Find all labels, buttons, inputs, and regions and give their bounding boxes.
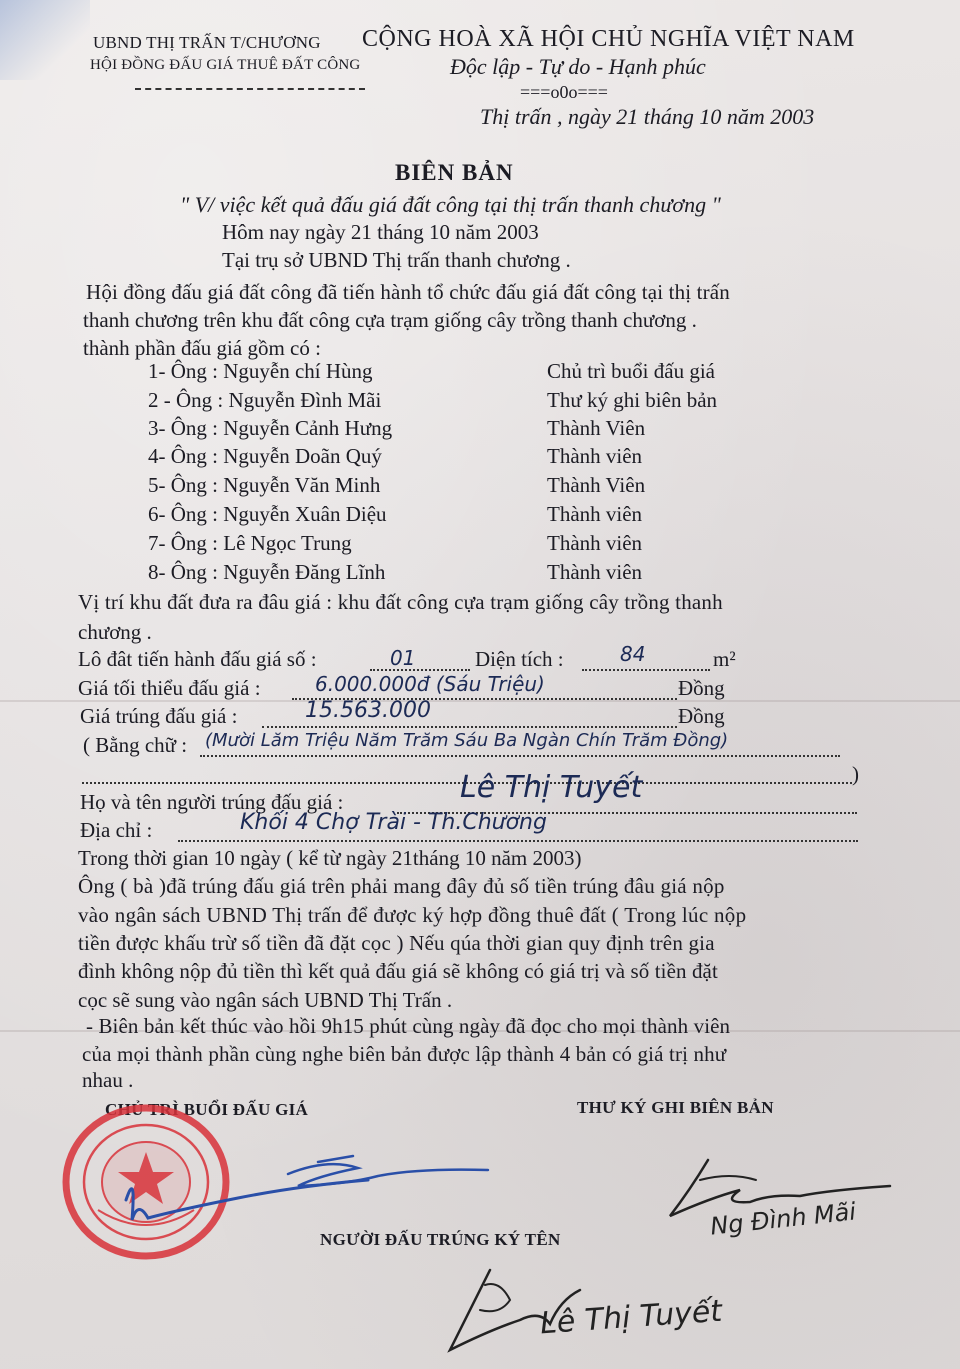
member-name: 2 - Ông : Nguyễn Đình Mãi xyxy=(148,388,382,412)
address-dotted-line xyxy=(178,840,858,842)
terms-line: đình không nộp đủ tiền thì kết quả đấu giá sẽ không có giá trị và số tiền đặt xyxy=(78,959,718,983)
winner-signature-label: NGƯỜI ĐẤU TRÚNG KÝ TÊN xyxy=(320,1230,561,1249)
member-name: 8- Ông : Nguyễn Đăng Lĩnh xyxy=(148,560,386,584)
member-name: 5- Ông : Nguyễn Văn Minh xyxy=(148,473,381,497)
member-name: 7- Ông : Lê Ngọc Trung xyxy=(148,531,352,555)
terms-line: của mọi thành phần cùng nghe biên bản được lập thành 4 bản có giá trị như xyxy=(82,1042,727,1066)
min-price-unit: Đồng xyxy=(678,676,725,700)
amount-words-label: ( Bằng chữ : xyxy=(83,733,188,757)
chair-signature xyxy=(118,1140,498,1240)
blue-ink-corner xyxy=(0,0,90,80)
intro-line: thành phần đấu giá gồm có : xyxy=(83,336,321,360)
member-role: Thành Viên xyxy=(547,416,646,440)
member-name: 4- Ông : Nguyễn Doãn Quý xyxy=(148,444,382,468)
terms-line: - Biên bản kết thúc vào hồi 9h15 phút cùng ngày đã đọc cho mọi thành viên xyxy=(86,1014,731,1038)
winning-price-unit: Đồng xyxy=(678,704,725,728)
council-name: HỘI ĐỒNG ĐẤU GIÁ THUÊ ĐẤT CÔNG xyxy=(90,57,361,73)
winning-price-label: Giá trúng đấu giá : xyxy=(80,704,238,728)
location-line: Vị trí khu đất đưa ra đâu giá : khu đất công cựa trạm giống cây trồng thanh xyxy=(78,590,723,614)
intro-line: thanh chương trên khu đất công cựa trạm giống cây trồng thanh chương . xyxy=(83,308,697,332)
document-subtitle: " V/ việc kết quả đấu giá đất công tại thị trấn thanh chương " xyxy=(180,192,721,217)
min-price-label: Giá tối thiểu đấu giá : xyxy=(78,676,261,700)
member-name: 6- Ông : Nguyễn Xuân Diệu xyxy=(148,502,387,526)
amount-words-dotted-line xyxy=(200,755,840,757)
secretary-name-handwritten: Ng Đình Mãi xyxy=(708,1197,858,1241)
address-value: Khối 4 Chợ Trài - Th.Chương xyxy=(240,810,547,835)
chair-signature-label: CHỦ TRÌ BUỔI ĐẤU GIÁ xyxy=(105,1100,309,1119)
location-line: chương . xyxy=(78,620,152,644)
member-role: Thành viên xyxy=(547,502,643,526)
winner-name-handwritten: Lê Thị Tuyết xyxy=(539,1293,724,1342)
address-label: Địa chỉ : xyxy=(80,818,153,842)
lot-dotted-line xyxy=(370,669,470,671)
amount-words-close: ) xyxy=(852,762,859,786)
national-motto: Độc lập - Tự do - Hạnh phúc xyxy=(450,54,706,79)
amount-words-value: (Mười Lăm Triệu Năm Trăm Sáu Ba Ngàn Chín Trăm Đồng) xyxy=(205,730,729,751)
authority-name: UBND THỊ TRẤN T/CHƯƠNG xyxy=(93,33,321,52)
terms-line: tiền được khấu trừ số tiền đã đặt cọc ) Nếu qúa thời gian quy định trên gia xyxy=(78,931,715,955)
meeting-date: Hôm nay ngày 21 tháng 10 năm 2003 xyxy=(222,220,539,244)
area-label: Diện tích : xyxy=(475,647,564,671)
winning-price-value: 15.563.000 xyxy=(305,698,431,723)
lot-value: 01 xyxy=(390,646,416,670)
area-dotted-line xyxy=(582,669,710,671)
terms-line: cọc sẽ sung vào ngân sách UBND Thị Trấn . xyxy=(78,988,453,1012)
member-role: Thành viên xyxy=(547,560,643,584)
member-name: 1- Ông : Nguyễn chí Hùng xyxy=(148,359,373,383)
winner-name-value: Lê Thị Tuyết xyxy=(460,770,643,805)
member-role: Thành Viên xyxy=(547,473,646,497)
winner-name-label: Họ và tên người trúng đấu giá : xyxy=(80,790,344,814)
motto-separator: ===o0o=== xyxy=(520,82,608,102)
min-price-value: 6.000.000đ (Sáu Triệu) xyxy=(315,672,545,696)
header-underline xyxy=(135,88,365,90)
winning-price-dotted-line xyxy=(262,726,677,728)
terms-line: vào ngân sách UBND Thị trấn để được ký hợp đồng thuê đất ( Trong lúc nộp xyxy=(78,903,747,927)
intro-line: Hội đồng đấu giá đất công đã tiến hành tổ chức đấu giá đất công tại thị trấn xyxy=(86,280,730,304)
secretary-signature-label: THƯ KÝ GHI BIÊN BẢN xyxy=(577,1098,774,1117)
member-role: Chủ trì buổi đấu giá xyxy=(547,359,715,383)
terms-line: Ông ( bà )đã trúng đấu giá trên phải mang đây đủ số tiền trúng đâu giá nộp xyxy=(78,874,725,898)
document-title: BIÊN BẢN xyxy=(395,160,514,185)
member-name: 3- Ông : Nguyễn Cảnh Hưng xyxy=(148,416,393,440)
document-date: Thị trấn , ngày 21 tháng 10 năm 2003 xyxy=(480,104,815,129)
area-value: 84 xyxy=(620,642,646,666)
national-title: CỘNG HOÀ XÃ HỘI CHỦ NGHĨA VIỆT NAM xyxy=(362,26,855,52)
member-role: Thư ký ghi biên bản xyxy=(547,388,718,412)
lot-label: Lô đât tiến hành đấu giá số : xyxy=(78,647,317,671)
meeting-place: Tại trụ sở UBND Thị trấn thanh chương . xyxy=(222,248,571,272)
member-role: Thành viên xyxy=(547,531,643,555)
terms-line: Trong thời gian 10 ngày ( kể từ ngày 21tháng 10 năm 2003) xyxy=(78,846,582,870)
member-role: Thành viên xyxy=(547,444,643,468)
terms-line: nhau . xyxy=(82,1068,134,1092)
area-unit: m² xyxy=(713,647,736,671)
